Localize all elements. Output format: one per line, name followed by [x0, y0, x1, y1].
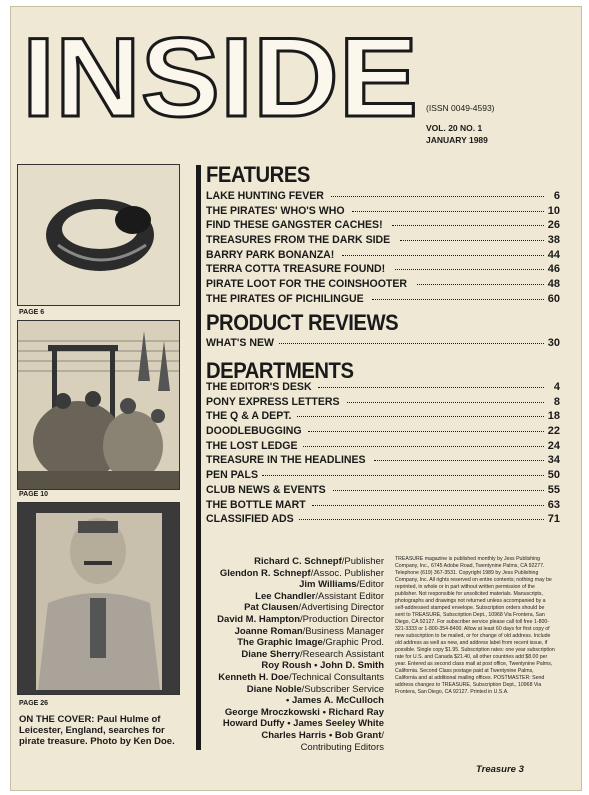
toc-entry-title: WHAT'S NEW: [206, 337, 275, 349]
credit-line: [212, 707, 384, 719]
publication-fine-print: TREASURE magazine is published monthly by Jess Publishing Company, Inc., 6745 Adobe Road, Twentynine Palms, CA 92277. Telephone (619) 367-3531. Copyright 1989 by Jess Publishing Company, Inc. All rights reserved on entire contents; nothing may be reprinted, in whole or in part without written permission of the publisher. Not responsible for unsolicited materials. Manuscripts, photographs and drawings not returned unless accompanied by a self-addressed stamped envelope. Subscription orders should be sent to TREASURE, Subscription Dept., 10968 Via Frontera, San Diego, CA 92127. For subscriber service please call toll free 1-800-321-3333 or 1-800-354-8400. Allow at least 60 days for first copy of new subscription to be mailed, or for change of old address. Include old address as well as new, and address label from recent issue, if possible. Single copy $1.95. Subscription rates: one year subscription rate for U.S. and Canada $21.40, all other countries add $8.00 per year. Entered as second class mail at post office, Twentynine Palms, California. Second Class postage paid at Twentynine Palms, California and at additional mailing offices. POSTMASTER: Send address changes to TREASURE, Subscription Dept., 10968 Via Frontera, San Diego, CA 92127. Printed in U.S.A.: [395, 556, 555, 695]
vertical-divider: [196, 165, 201, 750]
toc-entry-title: TERRA COTTA TREASURE FOUND!: [206, 263, 386, 276]
toc-entry-page: 8: [553, 395, 560, 408]
dot-leader: [372, 299, 544, 300]
credit-name: Diane Sherry: [241, 648, 301, 660]
toc-entry-page: 4: [553, 381, 560, 393]
credit-name: Lee Chandler: [255, 590, 316, 602]
toc-entry-title: THE BOTTLE MART: [206, 498, 306, 511]
credit-line: [212, 660, 384, 672]
toc-entry: [206, 249, 560, 264]
dot-leader: [342, 255, 544, 256]
volume-number: VOL. 20 NO. 1: [426, 123, 483, 133]
credit-name: George Mroczkowski • Richard Ray: [224, 706, 384, 718]
credit-name: Joanne Roman: [234, 625, 303, 637]
credit-line: [212, 649, 384, 661]
toc-entry-page: 34: [547, 454, 560, 467]
credit-role: /Editor: [356, 579, 384, 591]
dot-leader: [331, 196, 544, 197]
toc-entry: [206, 410, 560, 425]
toc-entry-page: 63: [547, 498, 560, 511]
toc-entry-title: THE PIRATES' WHO'S WHO: [206, 204, 345, 217]
credit-line: [212, 637, 384, 649]
credit-role: /Assistant Editor: [315, 590, 384, 602]
credit-role: /Production Director: [300, 613, 384, 625]
dot-leader: [417, 284, 544, 285]
toc-entry-page: 18: [547, 410, 560, 423]
toc-entry-title: TREASURE IN THE HEADLINES: [206, 454, 366, 467]
credit-name: Diane Noble: [246, 683, 302, 695]
toc-entry: [206, 396, 560, 411]
credit-line: [212, 742, 384, 754]
dot-leader: [312, 505, 544, 506]
credit-name: Roy Roush • John D. Smith: [261, 660, 384, 672]
dot-leader: [262, 475, 544, 476]
toc-entry-page: 50: [547, 469, 560, 482]
toc-entry-page: 6: [553, 190, 560, 202]
toc-entry-title: PIRATE LOOT FOR THE COINSHOOTER: [206, 278, 408, 291]
toc-entry-title: PONY EXPRESS LETTERS: [206, 395, 340, 408]
dot-leader: [303, 446, 544, 447]
credit-role: /Technical Consultants: [288, 671, 384, 683]
toc-entry: [206, 425, 560, 440]
credit-line: [212, 684, 384, 696]
credit-name: Jim Williams: [299, 579, 357, 591]
toc-entry-page: 46: [547, 263, 560, 276]
dot-leader: [279, 343, 544, 344]
product-reviews-heading: PRODUCT REVIEWS: [206, 310, 399, 335]
toc-entry: [206, 381, 560, 396]
dot-leader: [400, 240, 544, 241]
credit-line: [212, 730, 384, 742]
credit-name: Howard Duffy • James Seeley White: [222, 718, 384, 730]
toc-entry-page: 24: [547, 439, 560, 452]
credit-role: /Business Manager: [302, 625, 384, 637]
dot-leader: [395, 269, 544, 270]
dot-leader: [333, 490, 544, 491]
toc-entry: [206, 454, 560, 469]
toc-entry-page: 26: [547, 219, 560, 232]
toc-entry-page: 38: [547, 234, 560, 247]
credit-name: The Graphic Image: [237, 637, 323, 649]
pirate-engraving-illustration: [17, 320, 180, 490]
credit-role: /Subscriber Service: [301, 683, 384, 695]
toc-entry-page: 30: [547, 337, 560, 349]
credit-name: Pat Clausen: [244, 602, 299, 614]
credit-role: /Research Assistant: [300, 648, 384, 660]
dot-leader: [299, 519, 544, 520]
credit-role: Contributing Editors: [300, 741, 384, 753]
issn-number: (ISSN 0049-4593): [426, 103, 495, 113]
toc-entry-page: 48: [547, 278, 560, 291]
cover-caption: ON THE COVER: Paul Hulme of Leicester, England, searches for pirate treasure. Photo by Ken Doe.: [19, 714, 175, 747]
masthead-title-text: INSIDE: [22, 26, 418, 126]
photo-caption: PAGE 10: [19, 491, 49, 498]
product-reviews-list: [206, 337, 560, 352]
departments-list: [206, 381, 560, 528]
toc-entry: [206, 499, 560, 514]
credit-line: [212, 614, 384, 626]
toc-entry-page: 71: [547, 513, 560, 526]
toc-entry: [206, 190, 560, 205]
issue-date: JANUARY 1989: [426, 135, 488, 145]
credit-line: [212, 672, 384, 684]
credit-name: David M. Hampton: [217, 613, 301, 625]
toc-entry: [206, 278, 560, 293]
toc-entry: [206, 205, 560, 220]
credit-role: /Assoc. Publisher: [310, 567, 384, 579]
toc-entry: [206, 469, 560, 484]
credit-name: • James A. McCulloch: [285, 695, 384, 707]
credit-name: Charles Harris • Bob Grant: [261, 729, 382, 741]
toc-entry-title: FIND THESE GANGSTER CACHES!: [206, 219, 383, 232]
toc-entry-title: DOODLEBUGGING: [206, 425, 302, 438]
masthead-title: [18, 26, 422, 126]
toc-entry-page: 55: [547, 483, 560, 496]
credit-line: [212, 695, 384, 707]
features-heading: FEATURES: [206, 162, 310, 187]
ring-photo: [17, 164, 180, 306]
toc-entry-page: 22: [547, 425, 560, 438]
photo-caption: PAGE 6: [19, 309, 45, 316]
credit-role: /Advertising Director: [298, 602, 384, 614]
toc-entry-title: CLUB NEWS & EVENTS: [206, 483, 326, 496]
gangster-portrait-photo: [17, 502, 180, 695]
credit-name: Glendon R. Schnepf: [219, 567, 311, 579]
credit-name: Richard C. Schnepf: [254, 556, 342, 567]
credit-role: /Publisher: [341, 556, 384, 567]
credit-line: [212, 602, 384, 614]
departments-heading: DEPARTMENTS: [206, 358, 354, 383]
credit-line: [212, 718, 384, 730]
toc-entry-title: THE Q & A DEPT.: [206, 410, 292, 423]
toc-entry: [206, 263, 560, 278]
toc-entry-title: THE PIRATES OF PICHILINGUE: [206, 292, 364, 305]
toc-entry-title: BARRY PARK BONANZA!: [206, 248, 335, 261]
dot-leader: [392, 225, 544, 226]
dot-leader: [297, 416, 544, 417]
toc-entry-page: 10: [547, 204, 560, 217]
toc-entry: [206, 293, 560, 308]
photo-caption: PAGE 26: [19, 700, 49, 707]
dot-leader: [308, 431, 544, 432]
toc-entry-title: THE EDITOR'S DESK: [206, 381, 312, 393]
toc-entry-page: 60: [547, 292, 560, 305]
toc-entry: [206, 337, 560, 352]
toc-entry-title: LAKE HUNTING FEVER: [206, 190, 324, 202]
toc-entry: [206, 234, 560, 249]
staff-credits: [212, 556, 384, 753]
dot-leader: [347, 402, 544, 403]
credit-line: [212, 591, 384, 603]
dot-leader: [318, 387, 544, 388]
credit-line: [212, 568, 384, 580]
toc-entry: [206, 219, 560, 234]
page-folio: Treasure 3: [476, 764, 524, 775]
credit-role: /Graphic Prod.: [322, 637, 384, 649]
toc-entry-title: TREASURES FROM THE DARK SIDE: [206, 234, 391, 247]
toc-entry-title: THE LOST LEDGE: [206, 439, 298, 452]
credit-line: [212, 579, 384, 591]
toc-entry: [206, 484, 560, 499]
credit-name: Kenneth H. Doe: [218, 671, 289, 683]
credit-line: [212, 626, 384, 638]
dot-leader: [374, 460, 544, 461]
toc-entry: [206, 513, 560, 528]
credit-line: [212, 556, 384, 568]
toc-entry-page: 44: [547, 248, 560, 261]
toc-entry: [206, 440, 560, 455]
features-list: [206, 190, 560, 308]
credit-role: /: [381, 729, 384, 741]
toc-entry-title: PEN PALS: [206, 469, 259, 482]
dot-leader: [352, 211, 544, 212]
toc-entry-title: CLASSIFIED ADS: [206, 513, 294, 526]
